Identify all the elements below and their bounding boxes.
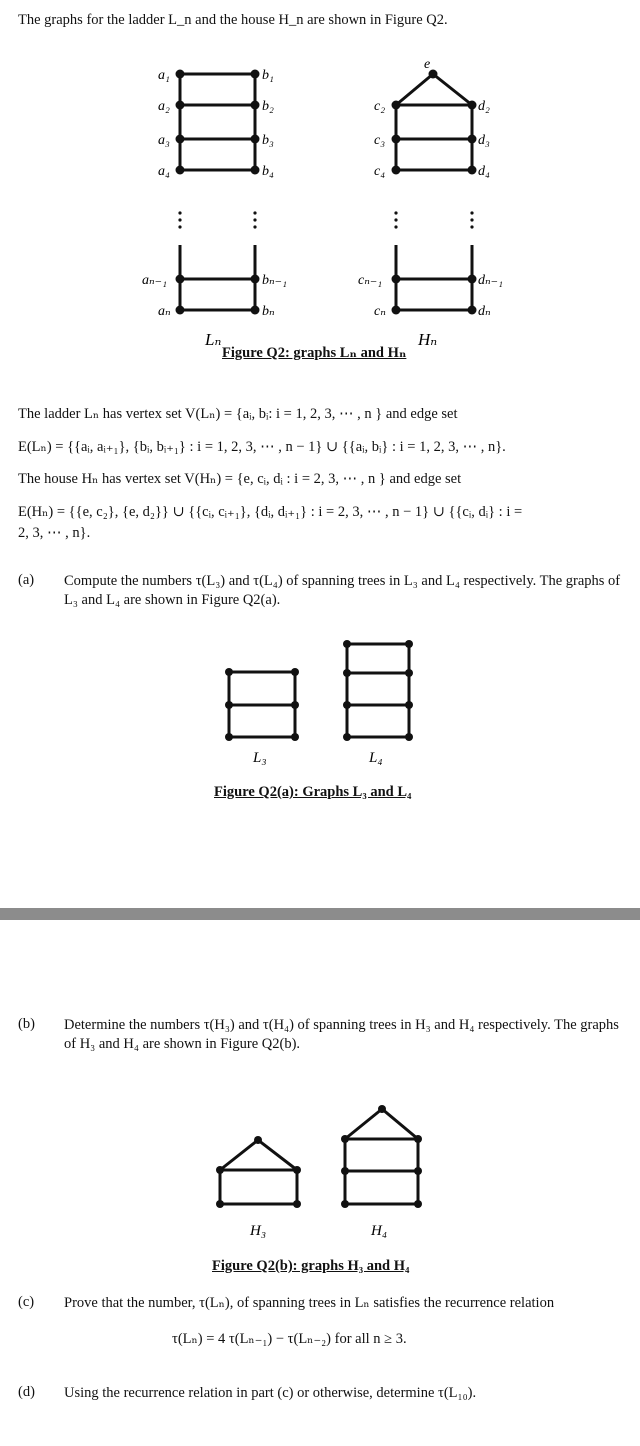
label-cn: cₙ bbox=[374, 304, 386, 319]
label-b1: b₁ bbox=[262, 68, 274, 83]
label-a1: a₁ bbox=[158, 68, 170, 83]
part-a-text: Compute the numbers τ(L₃) and τ(L₄) of spanning trees in L₃ and L₄ respectively. The graphs of L₃ and L₄ are shown in Figure Q2(a). bbox=[64, 573, 621, 608]
label-b3: b₃ bbox=[262, 133, 274, 148]
label-dn-1: dₙ₋₁ bbox=[478, 273, 503, 288]
graph-h4 bbox=[345, 1109, 418, 1204]
label-a3: a₃ bbox=[158, 133, 170, 148]
figure-q2 bbox=[0, 55, 640, 355]
part-b-label: (b) bbox=[18, 1016, 35, 1032]
part-d-label: (d) bbox=[18, 1384, 35, 1400]
graph-l4 bbox=[347, 644, 409, 737]
part-c-label: (c) bbox=[18, 1294, 35, 1310]
page-divider bbox=[0, 908, 640, 920]
label-dn: dₙ bbox=[478, 304, 491, 319]
label-d4: d₄ bbox=[478, 164, 490, 179]
def-line-4: E(Hₙ) = {{e, c₂}, {e, d₂}} ∪ {{cᵢ, cᵢ₊₁}, {dᵢ, dᵢ₊₁} : i = 2, 3, ⋯ , n − 1} ∪ {{cᵢ, dᵢ} : i = bbox=[18, 504, 523, 520]
figure-q2a bbox=[0, 635, 640, 765]
part-a-label: (a) bbox=[18, 572, 35, 588]
def-line-3: The house Hₙ has vertex set V(Hₙ) = {e, cᵢ, dᵢ : i = 2, 3, ⋯ , n } and edge set bbox=[18, 471, 462, 487]
house-graph-hn bbox=[396, 74, 472, 310]
part-b-text: Determine the numbers τ(H₃) and τ(H₄) of spanning trees in H₃ and H₄ respectively. The graphs of H₃ and H₄ are shown in Figure Q2(b). bbox=[64, 1017, 619, 1052]
part-d-text: Using the recurrence relation in part (c) or otherwise, determine τ(L₁₀). bbox=[64, 1385, 477, 1401]
label-bn: bₙ bbox=[262, 304, 275, 319]
ladder-name: Lₙ bbox=[205, 330, 222, 349]
figure-q2b-caption: Figure Q2(b): graphs H₃ and H₄ bbox=[212, 1258, 410, 1274]
figure-q2-caption: Figure Q2: graphs Lₙ and Hₙ bbox=[222, 345, 407, 361]
ladder-graph-ln bbox=[180, 74, 255, 310]
label-an: aₙ bbox=[158, 304, 171, 319]
graph-l3 bbox=[229, 672, 295, 737]
label-c4: c₄ bbox=[374, 164, 386, 179]
label-a4: a₄ bbox=[158, 164, 170, 179]
label-b4: b₄ bbox=[262, 164, 274, 179]
graph-l4-label: L₄ bbox=[369, 750, 383, 765]
figure-q2a-caption: Figure Q2(a): Graphs L₃ and L₄ bbox=[214, 784, 412, 800]
label-c3: c₃ bbox=[374, 133, 386, 148]
label-cn-1: cₙ₋₁ bbox=[358, 273, 383, 288]
label-c2: c₂ bbox=[374, 99, 386, 114]
label-b2: b₂ bbox=[262, 99, 274, 114]
part-c-text: Prove that the number, τ(Lₙ), of spanning trees in Lₙ satisfies the recurrence relation bbox=[64, 1295, 555, 1311]
def-line-2: E(Lₙ) = {{aᵢ, aᵢ₊₁}, {bᵢ, bᵢ₊₁} : i = 1, 2, 3, ⋯ , n − 1} ∪ {{aᵢ, bᵢ} : i = 1, 2, 3, ⋯ , n}. bbox=[18, 439, 506, 455]
label-e: e bbox=[424, 57, 431, 72]
part-c-formula: τ(Lₙ) = 4 τ(Lₙ₋₁) − τ(Lₙ₋₂) for all n ≥ 3. bbox=[172, 1331, 407, 1347]
label-d2: d₂ bbox=[478, 99, 490, 114]
house-name: Hₙ bbox=[418, 330, 438, 349]
intro-text: The graphs for the ladder L_n and the house H_n are shown in Figure Q2. bbox=[18, 12, 448, 28]
graph-h3 bbox=[220, 1140, 297, 1204]
figure-q2b bbox=[0, 1095, 640, 1245]
label-a2: a₂ bbox=[158, 99, 170, 114]
def-line-5: 2, 3, ⋯ , n}. bbox=[18, 525, 91, 541]
graph-h4-label: H₄ bbox=[371, 1223, 388, 1239]
label-an-1: aₙ₋₁ bbox=[142, 273, 167, 288]
def-line-1: The ladder Lₙ has vertex set V(Lₙ) = {aᵢ, bᵢ: i = 1, 2, 3, ⋯ , n } and edge set bbox=[18, 406, 458, 422]
label-d3: d₃ bbox=[478, 133, 490, 148]
graph-h3-label: H₃ bbox=[250, 1223, 267, 1239]
graph-l3-label: L₃ bbox=[253, 750, 267, 765]
label-bn-1: bₙ₋₁ bbox=[262, 273, 287, 288]
